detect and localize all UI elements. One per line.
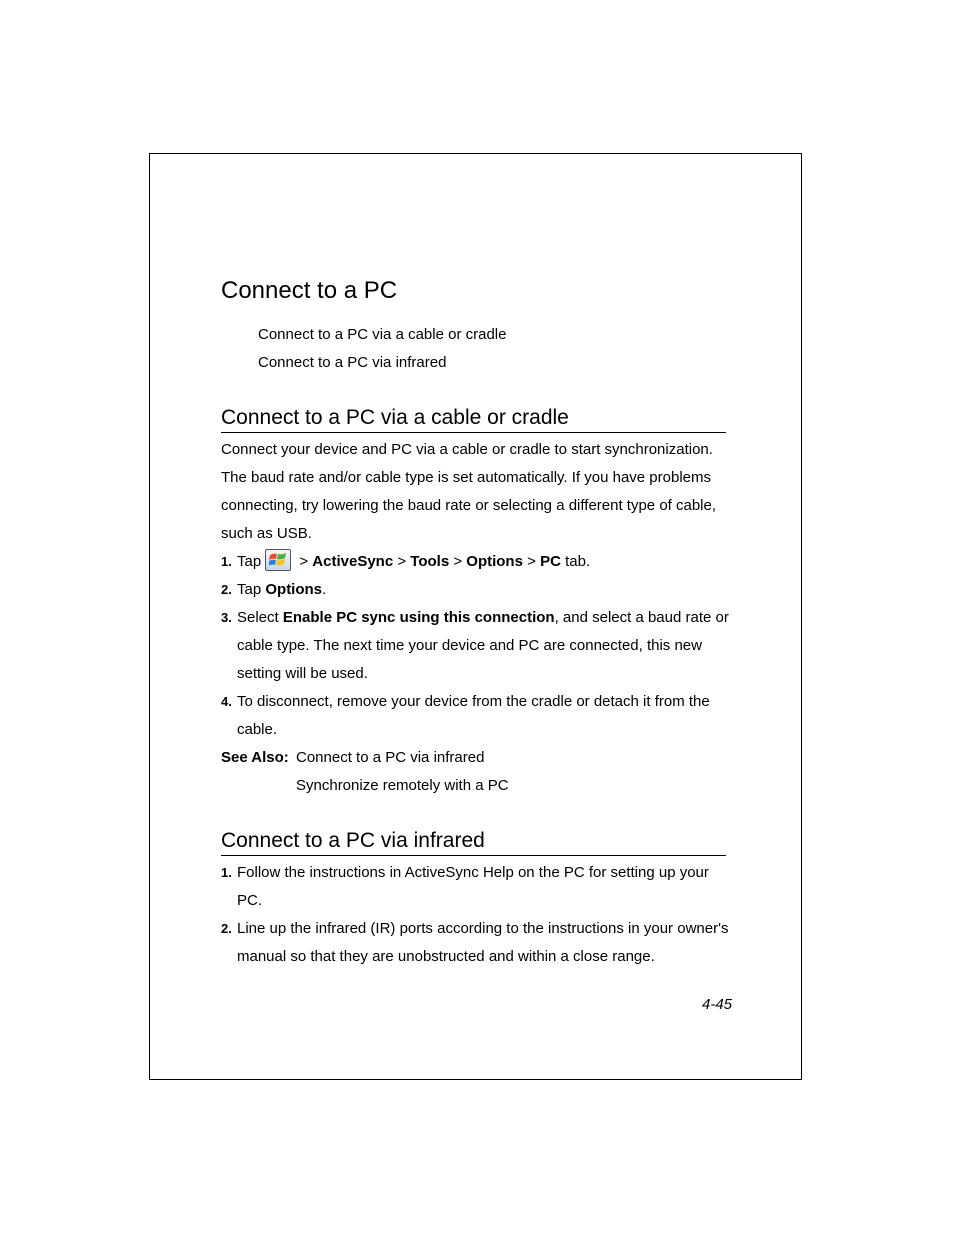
toc-link-cable[interactable]: Connect to a PC via a cable or cradle	[258, 326, 507, 343]
toc-link-infrared[interactable]: Connect to a PC via infrared	[258, 354, 447, 371]
page-title: Connect to a PC	[221, 277, 398, 304]
see-also-link-sync-remotely[interactable]: Synchronize remotely with a PC	[296, 777, 509, 794]
windows-start-icon	[265, 549, 291, 571]
section-heading-infrared: Connect to a PC via infrared	[221, 829, 726, 856]
step-text-end: .	[322, 581, 327, 598]
step-text: Tap	[237, 553, 262, 570]
step-text: To disconnect, remove your device from the cradle or detach it from the cable.	[237, 693, 710, 738]
infrared-step-1	[221, 859, 731, 915]
step-number: 2.	[221, 921, 232, 936]
step-number: 2.	[221, 582, 232, 597]
cable-step-2	[221, 576, 731, 604]
cable-step-4	[221, 688, 731, 744]
section-heading-cable: Connect to a PC via a cable or cradle	[221, 406, 726, 433]
enable-pc-sync-label: Enable PC sync using this connection	[282, 609, 555, 626]
menu-path-pc: PC	[540, 553, 561, 570]
separator: >	[295, 553, 313, 570]
step-number: 1.	[221, 554, 232, 569]
step-text: Tap	[237, 581, 266, 598]
separator: >	[522, 553, 541, 570]
infrared-step-2	[221, 915, 731, 971]
cable-step-1	[221, 548, 731, 576]
options-label: Options	[265, 581, 323, 598]
menu-path-activesync: ActiveSync	[312, 553, 394, 570]
menu-path-options: Options	[466, 553, 523, 570]
step-number: 4.	[221, 694, 232, 709]
step-text-end: , and select a baud rate or cable type. The next time your device and PC are connected, this new setting will be used.	[237, 609, 729, 682]
step-text: Select	[237, 609, 283, 626]
cable-intro-paragraph: Connect your device and PC via a cable or cradle to start synchronization. The baud rate and/or cable type is set automatically. If you have problems connecting, try lowering the baud rate or selecting a different type of cable, such as USB.	[221, 441, 717, 542]
separator: >	[393, 553, 411, 570]
step-number: 1.	[221, 865, 232, 880]
step-text: Follow the instructions in ActiveSync Help on the PC for setting up your PC.	[237, 864, 709, 909]
step-text-end: tab.	[560, 553, 591, 570]
step-number: 3.	[221, 610, 232, 625]
see-also-label: See Also:	[221, 749, 289, 766]
cable-step-3	[221, 604, 731, 688]
step-text: Line up the infrared (IR) ports according to the instructions in your owner's manual so that they are unobstructed and within a close range.	[237, 920, 729, 965]
page-number: 4-45	[702, 996, 733, 1013]
see-also-link-infrared[interactable]: Connect to a PC via infrared	[296, 749, 485, 766]
menu-path-tools: Tools	[410, 553, 450, 570]
separator: >	[449, 553, 467, 570]
